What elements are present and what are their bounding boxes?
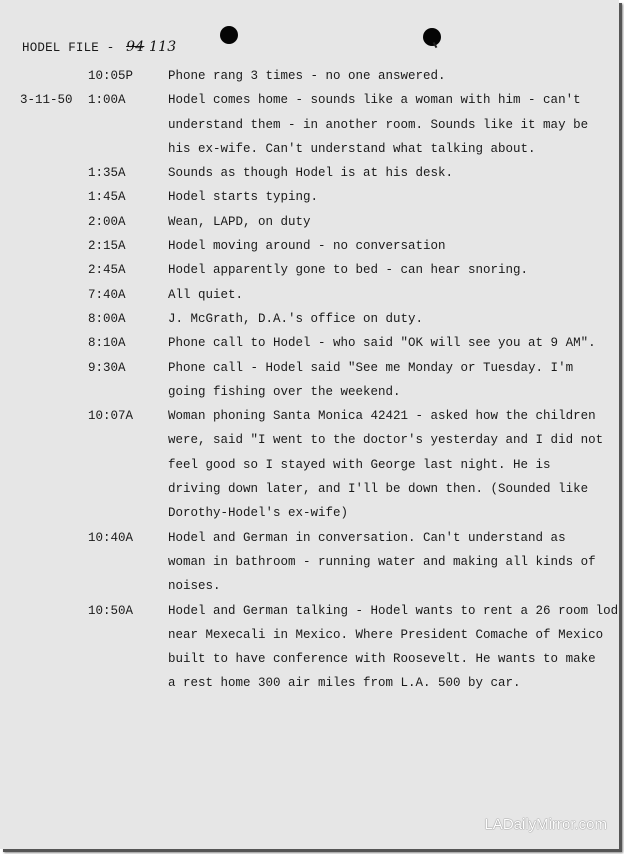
entry-text [168,161,618,185]
entry-text-line: driving down later, and I'll be down then. (Sounded like [168,482,589,497]
entry-text [168,404,618,525]
struck-number: 94 [126,39,145,55]
entry-text-line: All quiet. [168,287,244,302]
entry-text-line: his ex-wife. Can't understand what talking about. [168,141,536,156]
log-entries [0,64,619,696]
entry-date: 3-11-50 [20,93,73,108]
log-entry [0,210,619,234]
log-entry [0,331,619,355]
entry-text-line: Hodel moving around - no conversation [168,239,446,254]
entry-time: 7:40A [88,287,126,302]
entry-text [168,88,618,161]
log-entry [0,526,619,599]
watermark: LADailyMirror.com [484,816,607,833]
entry-time: 8:10A [88,336,126,351]
log-entry [0,185,619,209]
entry-text-line: built to have conference with Roosevelt. He wants to make [168,652,596,667]
entry-time: 8:00A [88,311,126,326]
entry-time: 2:00A [88,214,126,229]
log-entry [0,307,619,331]
file-header [22,39,176,55]
entry-text [168,331,618,355]
entry-text-line: Phone call to Hodel - who said "OK will see you at 9 AM". [168,336,596,351]
entry-text-line: Hodel and German talking - Hodel wants to rent a 26 room lod [168,603,619,618]
entry-text-line: woman in bathroom - running water and making all kinds of [168,554,596,569]
entry-text [168,258,618,282]
entry-text-line: Phone call - Hodel said "See me Monday or Tuesday. I'm [168,360,574,375]
entry-text [168,283,618,307]
log-entry [0,283,619,307]
entry-time: 10:07A [88,409,134,424]
log-entry [0,161,619,185]
entry-text [168,307,618,331]
entry-text [168,234,618,258]
entry-time: 1:00A [88,93,126,108]
entry-text-line: Hodel and German in conversation. Can't understand as [168,530,566,545]
log-entry [0,234,619,258]
entry-text-line: feel good so I stayed with George last night. He is [168,457,551,472]
file-number: 113 [149,39,177,55]
log-entry [0,356,619,405]
entry-text-line: Sounds as though Hodel is at his desk. [168,166,454,181]
entry-text-line: a rest home 300 air miles from L.A. 500 by car. [168,676,521,691]
entry-time: 10:40A [88,530,134,545]
entry-text-line: noises. [168,579,221,594]
entry-text-line: Hodel starts typing. [168,190,319,205]
entry-text-line: J. McGrath, D.A.'s office on duty. [168,311,424,326]
punch-hole [220,26,238,44]
entry-time: 1:35A [88,166,126,181]
entry-text [168,64,618,88]
entry-time: 10:50A [88,603,134,618]
entry-time: 1:45A [88,190,126,205]
entry-text [168,599,618,696]
log-entry [0,599,619,696]
log-entry [0,88,619,161]
entry-text-line: going fishing over the weekend. [168,384,401,399]
entry-text-line: Hodel apparently gone to bed - can hear snoring. [168,263,529,278]
entry-time: 2:15A [88,239,126,254]
handwritten-file-number [126,39,176,55]
entry-text [168,526,618,599]
entry-text-line: Woman phoning Santa Monica 42421 - asked how the children [168,409,596,424]
entry-time: 10:05P [88,69,134,83]
log-entry [0,64,619,88]
entry-time: 9:30A [88,360,126,375]
entry-text-line: Phone rang 3 times - no one answered. [168,69,446,83]
entry-text [168,185,618,209]
entry-text-line: were, said "I went to the doctor's yesterday and I did not [168,433,604,448]
entry-time: 2:45A [88,263,126,278]
log-entry [0,258,619,282]
file-label: HODEL FILE - [22,41,123,55]
entry-text-line: near Mexecali in Mexico. Where President Comache of Mexico [168,627,604,642]
entry-text-line: Wean, LAPD, on duty [168,214,311,229]
entry-text-line: Hodel comes home - sounds like a woman with him - can't [168,93,581,108]
entry-text [168,210,618,234]
log-entry [0,404,619,525]
entry-text-line: Dorothy-Hodel's ex-wife) [168,506,349,521]
punch-hole [423,28,441,46]
entry-text-line: understand them - in another room. Sounds like it may be [168,117,589,132]
entry-text [168,356,618,405]
